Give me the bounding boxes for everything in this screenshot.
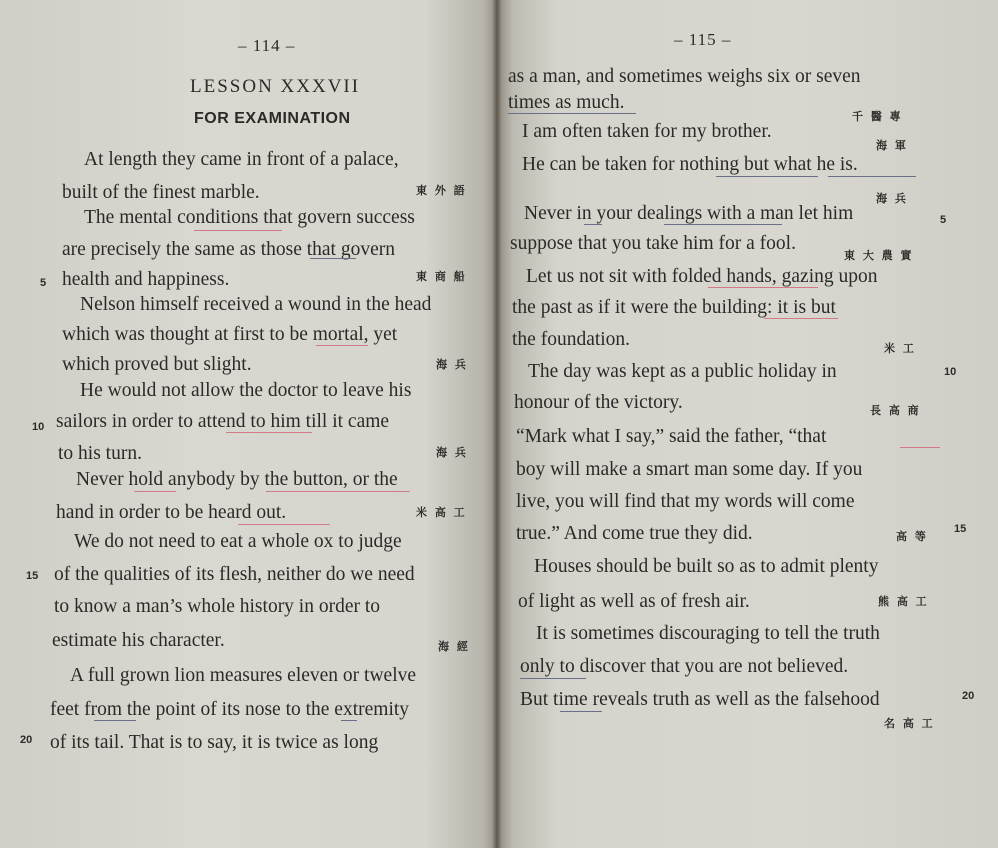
pencil-underline [520,678,586,679]
exam-source: 千 醫 專 [852,110,903,123]
pencil-underline [828,176,916,177]
pencil-underline [560,711,602,712]
line-number: 10 [944,366,957,378]
exam-source: 東 商 船 [416,270,467,283]
exam-source: 海 兵 [876,192,908,205]
pencil-underline [316,345,368,346]
text-line: Let us not sit with folded hands, gazing upon [526,266,878,287]
text-line: boy will make a smart man some day. If you [516,459,863,480]
line-number: 5 [940,214,947,226]
text-line: “Mark what I say,” said the father, “that [516,426,827,447]
exam-source: 海 兵 [436,358,468,371]
pencil-underline [716,176,818,177]
text-line: A full grown lion measures eleven or twelve [70,665,417,686]
text-line: The mental conditions that govern success [84,207,415,228]
exam-source: 長 高 商 [870,404,921,417]
line-number: 5 [40,277,47,289]
line-number: 15 [954,523,967,535]
pencil-underline [708,287,818,288]
text-line: It is sometimes discouraging to tell the truth [536,623,880,644]
text-line: live, you will find that my words will come [516,491,855,512]
text-line: estimate his character. [52,630,225,651]
text-line: feet from the point of its nose to the extremity [50,699,410,720]
exam-source: 米 高 工 [416,506,467,519]
exam-source: 海 兵 [436,446,468,459]
text-line: honour of the victory. [514,392,683,413]
line-number: 10 [32,421,45,433]
text-line: Houses should be built so as to admit plenty [534,556,879,577]
pencil-underline [238,524,330,525]
text-line: He can be taken for nothing but what he is. [522,154,858,175]
text-line: sailors in order to attend to him till it came [56,411,390,432]
text-line: the foundation. [512,329,631,350]
text-line: I am often taken for my brother. [522,121,772,142]
exam-source: 海 軍 [876,139,908,152]
pencil-underline [266,491,410,492]
pencil-underline [764,318,838,319]
pencil-underline [134,491,176,492]
text-line: of its tail. That is to say, it is twice as long [50,732,379,753]
text-line: as a man, and sometimes weighs six or seven [508,66,861,87]
lesson-title: LESSON XXXVII [190,76,361,97]
text-line: of light as well as of fresh air. [518,591,750,612]
text-line: The day was kept as a public holiday in [528,361,837,382]
text-line: suppose that you take him for a fool. [510,233,796,254]
exam-source: 名 高 工 [884,717,935,730]
text-line: built of the finest marble. [62,182,260,203]
pencil-underline [94,720,136,721]
exam-source: 熊 高 工 [878,595,929,608]
text-line: hand in order to be heard out. [56,502,287,523]
text-line: At length they came in front of a palace, [84,149,399,170]
text-line: which proved but slight. [62,354,252,375]
exam-source: 米 工 [884,342,916,355]
pencil-underline [226,432,312,433]
exam-source: 海 經 [438,640,470,653]
text-line: of the qualities of its flesh, neither do we need [54,564,415,585]
left-page [0,0,498,848]
text-line: to know a man’s whole history in order to [54,596,381,617]
text-line: times as much. [508,92,625,113]
text-line: Never hold anybody by the button, or the [76,469,398,490]
pencil-underline [310,258,356,259]
pencil-underline [664,224,782,225]
right-page [498,0,998,848]
text-line: But time reveals truth as well as the falsehood [520,689,880,710]
section-heading: FOR EXAMINATION [194,110,351,127]
line-number: 20 [20,734,33,746]
line-number: 20 [962,690,975,702]
text-line: Nelson himself received a wound in the head [80,294,432,315]
pencil-underline [900,447,940,448]
exam-source: 東 外 語 [416,184,467,197]
text-line: health and happiness. [62,269,230,290]
page-number: – 114 – [238,36,296,55]
text-line: He would not allow the doctor to leave his [80,380,412,401]
text-line: true.” And come true they did. [516,523,753,544]
book-gutter [492,0,502,848]
text-line: only to discover that you are not believed. [520,656,849,677]
pencil-underline [508,113,636,114]
pencil-underline [584,224,602,225]
text-line: which was thought at first to be mortal, yet [62,324,398,345]
text-line: to his turn. [58,443,142,464]
line-number: 15 [26,570,39,582]
pencil-underline [194,230,282,231]
text-line: We do not need to eat a whole ox to judge [74,531,402,552]
page-number: – 115 – [674,30,732,49]
text-line: Never in your dealings with a man let him [524,203,854,224]
pencil-underline [341,720,357,721]
text-line: are precisely the same as those that govern [62,239,395,260]
exam-source: 東 大 農 實 [844,249,914,262]
text-line: the past as if it were the building: it is but [512,297,836,318]
exam-source: 高 等 [896,530,928,543]
